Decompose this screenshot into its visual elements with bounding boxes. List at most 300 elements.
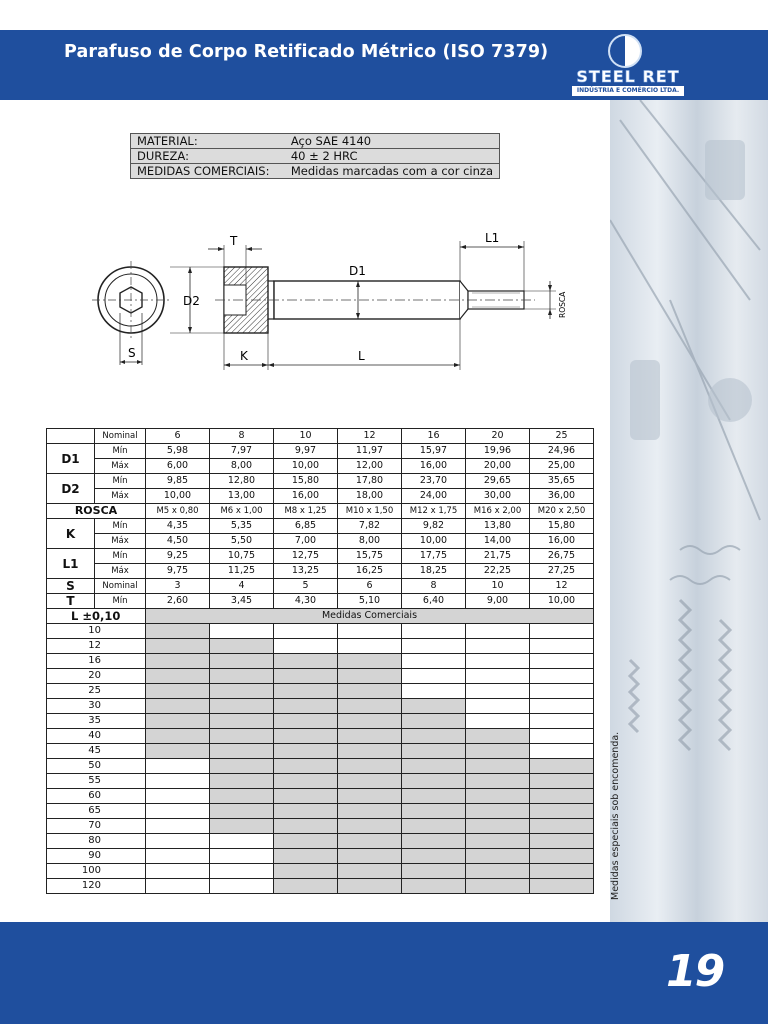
dim-rosca-label: ROSCA — [558, 291, 567, 318]
commercial-size-cell — [274, 849, 338, 864]
d2-min-cell: 15,80 — [274, 474, 338, 489]
s-nominal-cell: 4 — [210, 579, 274, 594]
length-value: 20 — [47, 669, 146, 684]
length-value: 12 — [47, 639, 146, 654]
logo-subtitle: INDÚSTRIA E COMÉRCIO LTDA. — [572, 86, 684, 96]
commercial-size-cell — [210, 669, 274, 684]
length-row — [47, 819, 594, 834]
d2-max-cell: 24,00 — [402, 489, 466, 504]
commercial-size-cell — [338, 714, 402, 729]
special-size-cell — [338, 639, 402, 654]
commercial-size-cell — [146, 714, 210, 729]
d1-min-cell: 5,98 — [146, 444, 210, 459]
length-row — [47, 714, 594, 729]
nominal-cell: 25 — [530, 429, 594, 444]
nominal-row — [47, 429, 594, 444]
commercial-size-cell — [338, 744, 402, 759]
l1-max-cell: 11,25 — [210, 564, 274, 579]
d1-min-cell: 7,97 — [210, 444, 274, 459]
commercial-size-cell — [466, 729, 530, 744]
l1-max-cell: 22,25 — [466, 564, 530, 579]
hardness-label: DUREZA: — [131, 149, 285, 164]
material-info-table — [130, 133, 500, 179]
special-size-cell — [530, 684, 594, 699]
commercial-size-cell — [274, 759, 338, 774]
commercial-size-cell — [466, 759, 530, 774]
d2-max-cell: 36,00 — [530, 489, 594, 504]
commercial-size-cell — [210, 819, 274, 834]
commercial-size-cell — [274, 879, 338, 894]
commercial-size-cell — [210, 804, 274, 819]
rosca-cell: M10 x 1,50 — [338, 504, 402, 519]
length-row — [47, 879, 594, 894]
special-size-cell — [402, 624, 466, 639]
dim-t-label: T — [230, 234, 238, 248]
commercial-size-cell — [338, 774, 402, 789]
commercial-size-cell — [466, 804, 530, 819]
d2-min-row — [47, 474, 594, 489]
commercial-size-cell — [274, 699, 338, 714]
commercial-size-cell — [146, 684, 210, 699]
commercial-size-cell — [274, 774, 338, 789]
length-value: 65 — [47, 804, 146, 819]
length-value: 80 — [47, 834, 146, 849]
screw-technical-drawing — [90, 225, 590, 375]
t-min-cell: 5,10 — [338, 594, 402, 609]
commercial-size-cell — [146, 744, 210, 759]
commercial-size-cell — [146, 699, 210, 714]
special-size-cell — [146, 804, 210, 819]
d2-min-cell: 29,65 — [466, 474, 530, 489]
k-max-cell: 7,00 — [274, 534, 338, 549]
l1-max-cell: 27,25 — [530, 564, 594, 579]
k-min-cell: 9,82 — [402, 519, 466, 534]
commercial-size-cell — [338, 669, 402, 684]
commercial-size-cell — [530, 864, 594, 879]
page-number: 19 — [666, 946, 724, 997]
d1-min-row — [47, 444, 594, 459]
d2-max-row — [47, 489, 594, 504]
nominal-cell: 16 — [402, 429, 466, 444]
commercial-size-cell — [466, 774, 530, 789]
rosca-cell: M6 x 1,00 — [210, 504, 274, 519]
commercial-size-cell — [338, 789, 402, 804]
hardness-row — [131, 149, 500, 164]
commercial-size-cell — [338, 864, 402, 879]
min-label: Mín — [95, 444, 146, 459]
d1-max-cell: 8,00 — [210, 459, 274, 474]
special-size-cell — [210, 864, 274, 879]
d1-min-cell: 24,96 — [530, 444, 594, 459]
length-row — [47, 654, 594, 669]
special-size-cell — [146, 819, 210, 834]
l1-min-cell: 9,25 — [146, 549, 210, 564]
steelret-logo — [570, 34, 690, 98]
d1-max-cell: 10,00 — [274, 459, 338, 474]
special-size-cell — [530, 654, 594, 669]
k-min-cell: 7,82 — [338, 519, 402, 534]
commercial-size-cell — [530, 819, 594, 834]
l1-min-cell: 10,75 — [210, 549, 274, 564]
commercial-size-cell — [338, 819, 402, 834]
length-value: 30 — [47, 699, 146, 714]
rosca-row — [47, 504, 594, 519]
t-group-label: T — [47, 594, 95, 609]
l1-max-cell: 16,25 — [338, 564, 402, 579]
commercial-size-cell — [210, 729, 274, 744]
k-max-cell: 5,50 — [210, 534, 274, 549]
l1-max-cell: 18,25 — [402, 564, 466, 579]
d1-max-cell: 16,00 — [402, 459, 466, 474]
commercial-size-cell — [210, 714, 274, 729]
t-min-cell: 2,60 — [146, 594, 210, 609]
d1-min-cell: 19,96 — [466, 444, 530, 459]
d1-max-cell: 6,00 — [146, 459, 210, 474]
d1-max-cell: 12,00 — [338, 459, 402, 474]
length-row — [47, 789, 594, 804]
rosca-cell: M12 x 1,75 — [402, 504, 466, 519]
length-value: 100 — [47, 864, 146, 879]
commercial-size-cell — [466, 789, 530, 804]
s-nominal-cell: 10 — [466, 579, 530, 594]
commercial-size-cell — [402, 834, 466, 849]
commercial-size-cell — [466, 834, 530, 849]
commercial-size-cell — [338, 654, 402, 669]
s-nominal-cell: 12 — [530, 579, 594, 594]
commercial-size-cell — [274, 864, 338, 879]
special-size-cell — [530, 639, 594, 654]
k-min-cell: 15,80 — [530, 519, 594, 534]
d2-max-cell: 10,00 — [146, 489, 210, 504]
commercial-size-cell — [402, 699, 466, 714]
commercial-size-cell — [274, 714, 338, 729]
commercial-size-cell — [274, 654, 338, 669]
commercial-value: Medidas marcadas com a cor cinza — [285, 164, 500, 179]
commercial-size-cell — [338, 729, 402, 744]
length-row — [47, 699, 594, 714]
d2-max-cell: 18,00 — [338, 489, 402, 504]
special-size-cell — [466, 654, 530, 669]
commercial-size-cell — [402, 789, 466, 804]
special-size-cell — [530, 699, 594, 714]
commercial-size-cell — [210, 744, 274, 759]
logo-emblem-icon — [608, 34, 642, 68]
l1-min-row — [47, 549, 594, 564]
length-row — [47, 729, 594, 744]
commercial-size-cell — [402, 864, 466, 879]
commercial-size-cell — [530, 774, 594, 789]
nominal-cell: 20 — [466, 429, 530, 444]
d2-max-cell: 30,00 — [466, 489, 530, 504]
length-label: L ±0,10 — [47, 609, 146, 624]
l1-min-cell: 21,75 — [466, 549, 530, 564]
rosca-cell: M8 x 1,25 — [274, 504, 338, 519]
commercial-size-cell — [402, 819, 466, 834]
commercial-size-cell — [338, 759, 402, 774]
t-min-cell: 10,00 — [530, 594, 594, 609]
l1-max-row — [47, 564, 594, 579]
t-min-cell: 4,30 — [274, 594, 338, 609]
d1-max-cell: 20,00 — [466, 459, 530, 474]
special-size-cell — [210, 624, 274, 639]
s-row — [47, 579, 594, 594]
rosca-cell: M5 x 0,80 — [146, 504, 210, 519]
d2-group-label: D2 — [47, 474, 95, 504]
decorative-photo-panel — [610, 100, 768, 922]
commercial-size-cell — [530, 849, 594, 864]
length-row — [47, 639, 594, 654]
length-value: 60 — [47, 789, 146, 804]
t-min-cell: 6,40 — [402, 594, 466, 609]
commercial-size-cell — [210, 639, 274, 654]
s-group-label: S — [47, 579, 95, 594]
max-label: Máx — [95, 564, 146, 579]
d1-max-row — [47, 459, 594, 474]
special-size-cell — [146, 849, 210, 864]
special-size-cell — [466, 714, 530, 729]
l1-min-cell: 17,75 — [402, 549, 466, 564]
k-min-row — [47, 519, 594, 534]
commercial-size-cell — [210, 759, 274, 774]
d1-max-cell: 25,00 — [530, 459, 594, 474]
special-size-cell — [530, 669, 594, 684]
commercial-size-cell — [274, 789, 338, 804]
rosca-label: ROSCA — [47, 504, 146, 519]
d1-min-cell: 9,97 — [274, 444, 338, 459]
commercial-size-cell — [274, 819, 338, 834]
commercial-size-cell — [466, 819, 530, 834]
k-min-cell: 6,85 — [274, 519, 338, 534]
commercial-size-cell — [146, 654, 210, 669]
d1-min-cell: 11,97 — [338, 444, 402, 459]
special-size-cell — [338, 624, 402, 639]
commercial-size-cell — [402, 774, 466, 789]
special-size-cell — [146, 789, 210, 804]
d2-min-cell: 12,80 — [210, 474, 274, 489]
length-value: 90 — [47, 849, 146, 864]
l1-min-cell: 12,75 — [274, 549, 338, 564]
rosca-cell: M20 x 2,50 — [530, 504, 594, 519]
special-size-cell — [210, 849, 274, 864]
special-order-note: Medidas especiais sob encomenda. — [610, 731, 621, 900]
special-size-cell — [402, 669, 466, 684]
length-row — [47, 804, 594, 819]
s-nominal-cell: 5 — [274, 579, 338, 594]
special-size-cell — [466, 624, 530, 639]
commercial-size-cell — [402, 744, 466, 759]
length-value: 50 — [47, 759, 146, 774]
commercial-size-cell — [402, 804, 466, 819]
nominal-cell: 12 — [338, 429, 402, 444]
special-size-cell — [466, 669, 530, 684]
commercial-label: MEDIDAS COMERCIAIS: — [131, 164, 285, 179]
s-nominal-cell: 6 — [338, 579, 402, 594]
min-label: Mín — [95, 549, 146, 564]
dim-d1-label: D1 — [349, 264, 366, 278]
special-size-cell — [146, 834, 210, 849]
rosca-cell: M16 x 2,00 — [466, 504, 530, 519]
special-size-cell — [402, 639, 466, 654]
special-size-cell — [466, 639, 530, 654]
length-row — [47, 864, 594, 879]
d2-min-cell: 35,65 — [530, 474, 594, 489]
commercial-size-cell — [402, 879, 466, 894]
commercial-size-cell — [274, 834, 338, 849]
k-max-cell: 10,00 — [402, 534, 466, 549]
t-row — [47, 594, 594, 609]
k-max-cell: 16,00 — [530, 534, 594, 549]
length-value: 45 — [47, 744, 146, 759]
commercial-sizes-label: Medidas Comerciais — [146, 609, 594, 624]
special-size-cell — [146, 759, 210, 774]
commercial-size-cell — [274, 684, 338, 699]
commercial-size-cell — [274, 744, 338, 759]
material-label: MATERIAL: — [131, 134, 285, 149]
commercial-size-cell — [274, 729, 338, 744]
commercial-size-cell — [338, 879, 402, 894]
material-value: Aço SAE 4140 — [285, 134, 500, 149]
dim-k-label: K — [240, 349, 248, 363]
d2-min-cell: 17,80 — [338, 474, 402, 489]
commercial-size-cell — [466, 864, 530, 879]
dim-d2-label: D2 — [183, 294, 200, 308]
commercial-size-cell — [210, 684, 274, 699]
dim-s-label: S — [128, 346, 136, 360]
commercial-size-cell — [274, 804, 338, 819]
length-value: 70 — [47, 819, 146, 834]
k-max-cell: 14,00 — [466, 534, 530, 549]
commercial-size-cell — [402, 759, 466, 774]
k-max-cell: 4,50 — [146, 534, 210, 549]
commercial-size-cell — [146, 624, 210, 639]
t-min-cell: 9,00 — [466, 594, 530, 609]
l1-min-cell: 15,75 — [338, 549, 402, 564]
commercial-size-cell — [274, 669, 338, 684]
l1-max-cell: 9,75 — [146, 564, 210, 579]
length-row — [47, 624, 594, 639]
commercial-size-cell — [530, 804, 594, 819]
commercial-size-cell — [530, 834, 594, 849]
special-size-cell — [530, 624, 594, 639]
max-label: Máx — [95, 489, 146, 504]
d2-min-cell: 9,85 — [146, 474, 210, 489]
commercial-size-cell — [402, 714, 466, 729]
l1-max-cell: 13,25 — [274, 564, 338, 579]
commercial-size-cell — [338, 699, 402, 714]
length-value: 120 — [47, 879, 146, 894]
special-size-cell — [530, 714, 594, 729]
commercial-size-cell — [466, 849, 530, 864]
s-nominal-cell: 3 — [146, 579, 210, 594]
nominal-cell: 6 — [146, 429, 210, 444]
page-title: Parafuso de Corpo Retificado Métrico (ISO 7379) — [64, 42, 549, 62]
d1-group-label: D1 — [47, 444, 95, 474]
commercial-size-cell — [210, 774, 274, 789]
commercial-size-cell — [210, 699, 274, 714]
length-header-row — [47, 609, 594, 624]
special-size-cell — [530, 729, 594, 744]
k-min-cell: 5,35 — [210, 519, 274, 534]
min-label: Mín — [95, 594, 146, 609]
d2-max-cell: 13,00 — [210, 489, 274, 504]
k-max-cell: 8,00 — [338, 534, 402, 549]
hardness-value: 40 ± 2 HRC — [285, 149, 500, 164]
d1-min-cell: 15,97 — [402, 444, 466, 459]
length-value: 25 — [47, 684, 146, 699]
length-row — [47, 744, 594, 759]
s-nominal-cell: 8 — [402, 579, 466, 594]
commercial-size-cell — [146, 669, 210, 684]
dim-l1-label: L1 — [485, 231, 500, 245]
d2-min-cell: 23,70 — [402, 474, 466, 489]
length-row — [47, 774, 594, 789]
screw-head-icon — [224, 267, 274, 333]
k-group-label: K — [47, 519, 95, 549]
nominal-label: Nominal — [95, 429, 146, 444]
commercial-size-cell — [338, 804, 402, 819]
length-row — [47, 684, 594, 699]
max-label: Máx — [95, 459, 146, 474]
length-value: 35 — [47, 714, 146, 729]
t-min-cell: 3,45 — [210, 594, 274, 609]
special-size-cell — [210, 879, 274, 894]
special-size-cell — [210, 834, 274, 849]
commercial-size-cell — [210, 654, 274, 669]
special-size-cell — [466, 699, 530, 714]
commercial-size-cell — [530, 759, 594, 774]
l1-group-label: L1 — [47, 549, 95, 579]
length-row — [47, 834, 594, 849]
blank-cell — [47, 429, 95, 444]
length-value: 40 — [47, 729, 146, 744]
footer-bar — [0, 922, 768, 1024]
length-value: 55 — [47, 774, 146, 789]
special-size-cell — [146, 864, 210, 879]
k-min-cell: 13,80 — [466, 519, 530, 534]
commercial-size-cell — [402, 849, 466, 864]
length-value: 16 — [47, 654, 146, 669]
length-row — [47, 669, 594, 684]
special-size-cell — [402, 654, 466, 669]
l1-min-cell: 26,75 — [530, 549, 594, 564]
min-label: Mín — [95, 474, 146, 489]
special-size-cell — [146, 774, 210, 789]
k-min-cell: 4,35 — [146, 519, 210, 534]
dim-l-label: L — [358, 349, 365, 363]
commercial-size-cell — [530, 879, 594, 894]
special-size-cell — [274, 624, 338, 639]
special-size-cell — [146, 879, 210, 894]
k-max-row — [47, 534, 594, 549]
special-size-cell — [530, 744, 594, 759]
commercial-size-cell — [210, 789, 274, 804]
special-size-cell — [274, 639, 338, 654]
commercial-size-cell — [146, 729, 210, 744]
nominal-cell: 8 — [210, 429, 274, 444]
top-margin — [0, 0, 768, 30]
nominal-label: Nominal — [95, 579, 146, 594]
commercial-size-cell — [466, 744, 530, 759]
commercial-size-cell — [338, 849, 402, 864]
nominal-cell: 10 — [274, 429, 338, 444]
length-row — [47, 849, 594, 864]
logo-wordmark: STEEL RET — [576, 67, 680, 86]
min-label: Mín — [95, 519, 146, 534]
commercial-size-cell — [530, 789, 594, 804]
commercial-size-cell — [466, 879, 530, 894]
commercial-size-cell — [146, 639, 210, 654]
commercial-row — [131, 164, 500, 179]
